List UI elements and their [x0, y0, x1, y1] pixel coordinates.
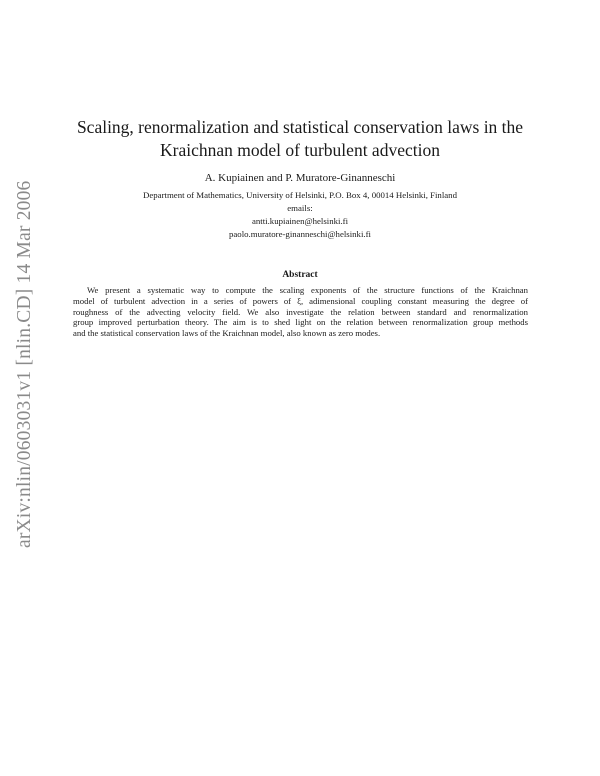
abstract-line: group improved perturbation theory. The aim is to shed light on the relation between renormalization group methods: [73, 317, 528, 328]
abstract-line: We present a systematic way to compute the scaling exponents of the structure functions of the Kraichnan: [87, 285, 528, 295]
title-line: Scaling, renormalization and statistical conservation laws in the: [76, 117, 524, 137]
affiliation-block: [60, 189, 540, 241]
emails-label: emails:: [287, 203, 313, 213]
abstract-line: roughness of the advecting velocity field. We also investigate the relation between standard and renormalization: [73, 306, 528, 317]
abstract-body: [73, 285, 528, 339]
abstract-heading: Abstract: [282, 270, 318, 280]
abstract-line: and the statistical conservation laws of the Kraichnan model, also known as zero modes.: [73, 328, 381, 339]
email-address: antti.kupiainen@helsinki.fi: [251, 216, 349, 226]
author-list: A. Kupiainen and P. Muratore-Ginanneschi: [204, 172, 396, 184]
abstract-line: model of turbulent advection in a series of powers of ξ, adimensional coupling constant measuring the degree of: [73, 295, 528, 306]
title-line: Kraichnan model of turbulent advection: [160, 140, 440, 160]
paper-title: [60, 116, 540, 162]
affiliation: Department of Mathematics, University of Helsinki, P.O. Box 4, 00014 Helsinki, Finland: [143, 190, 457, 200]
arxiv-identifier-stamp: arXiv:nlin/0603031v1 [nlin.CD] 14 Mar 2006: [14, 180, 35, 548]
email-address: paolo.muratore-ginanneschi@helsinki.fi: [229, 229, 371, 239]
